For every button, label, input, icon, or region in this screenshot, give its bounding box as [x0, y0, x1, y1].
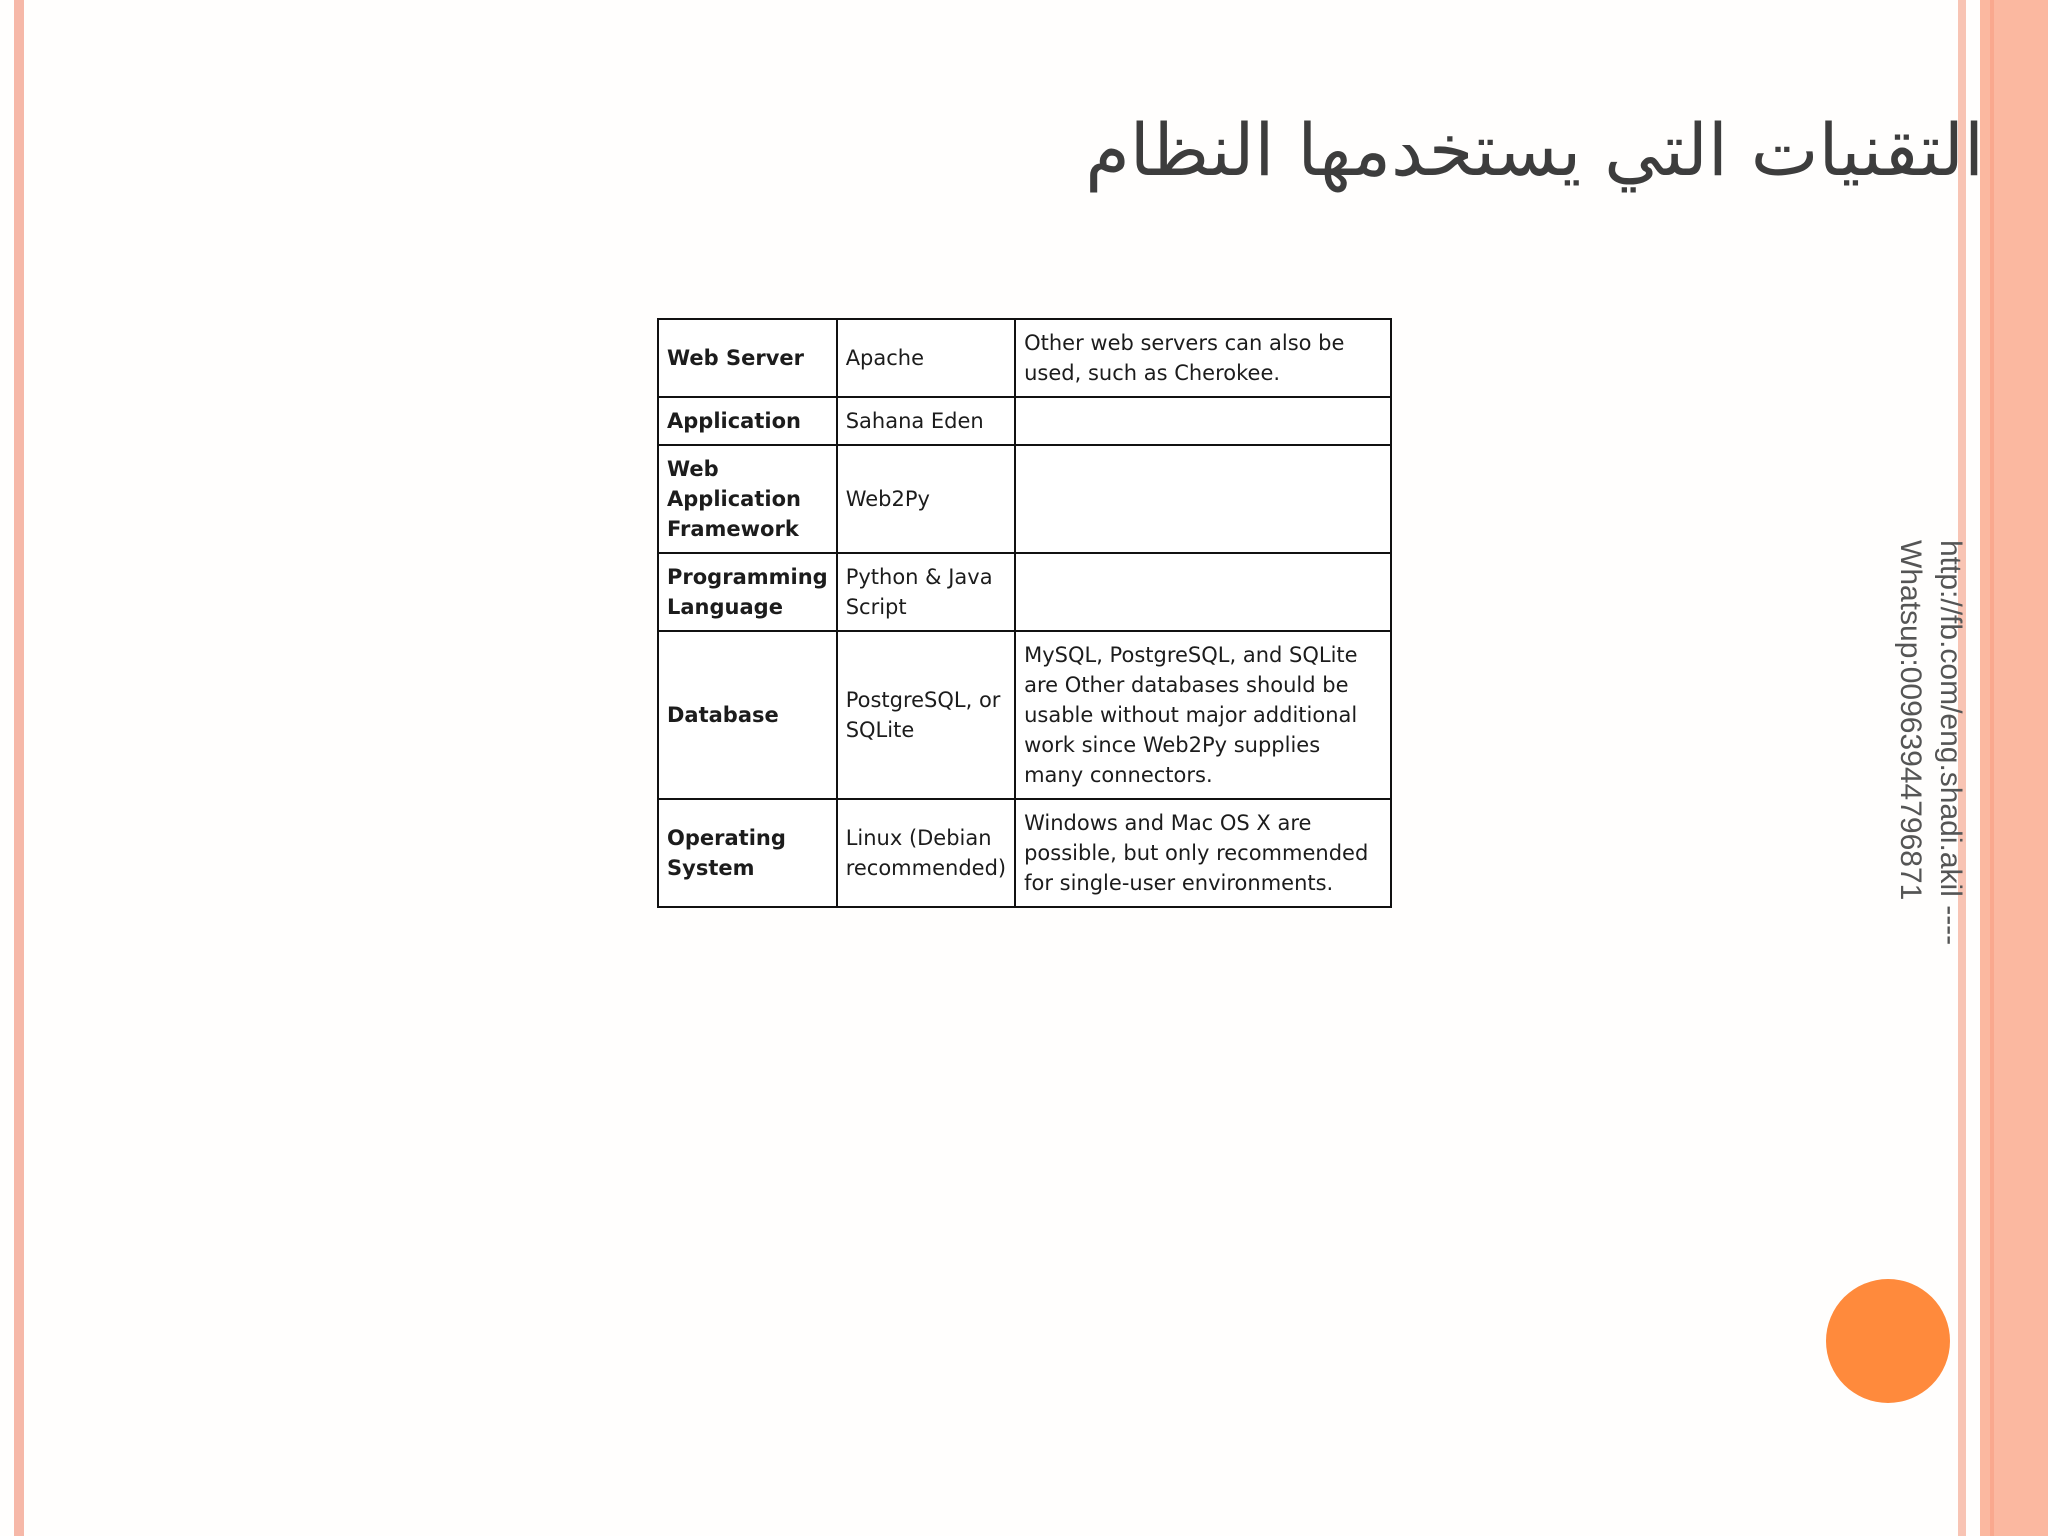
table-cell-choice: Sahana Eden: [837, 397, 1015, 445]
table-row: [658, 445, 1391, 553]
table-cell-choice: Python & Java Script: [837, 553, 1015, 631]
table-row: [658, 631, 1391, 799]
table-cell-notes: [1015, 397, 1391, 445]
table-cell-choice: Apache: [837, 319, 1015, 397]
table-cell-component: Application: [658, 397, 837, 445]
table-cell-notes: [1015, 445, 1391, 553]
table-row: [658, 553, 1391, 631]
table-cell-component: Operating System: [658, 799, 837, 907]
table-cell-choice: Linux (Debian recommended): [837, 799, 1015, 907]
table-cell-choice: PostgreSQL, or SQLite: [837, 631, 1015, 799]
right-decorative-band: [1980, 0, 2048, 1536]
table-cell-component: Database: [658, 631, 837, 799]
table-cell-notes: MySQL, PostgreSQL, and SQLite are Other databases should be usable without major additional work since Web2Py supplies many connectors.: [1015, 631, 1391, 799]
whatsapp-number-text: Whatsup:00963944796871: [1894, 540, 1927, 901]
table-cell-notes: Other web servers can also be used, such as Cherokee.: [1015, 319, 1391, 397]
table-cell-choice: Web2Py: [837, 445, 1015, 553]
table-row: [658, 319, 1391, 397]
table-row: [658, 799, 1391, 907]
left-decorative-stripe: [14, 0, 24, 1536]
table-cell-notes: [1015, 553, 1391, 631]
table-cell-component: Web Application Framework: [658, 445, 837, 553]
table-cell-notes: Windows and Mac OS X are possible, but only recommended for single-user environments.: [1015, 799, 1391, 907]
slide-title: التقنيات التي يستخدمها النظام: [1085, 108, 1984, 192]
vertical-contact-text: [1890, 540, 1970, 945]
facebook-link-text: http://fb.com/eng.shadi.akil ----: [1934, 540, 1967, 946]
technology-table: [657, 318, 1392, 908]
table-cell-component: Programming Language: [658, 553, 837, 631]
orange-circle-decoration: [1826, 1279, 1950, 1403]
table-row: [658, 397, 1391, 445]
table-cell-component: Web Server: [658, 319, 837, 397]
